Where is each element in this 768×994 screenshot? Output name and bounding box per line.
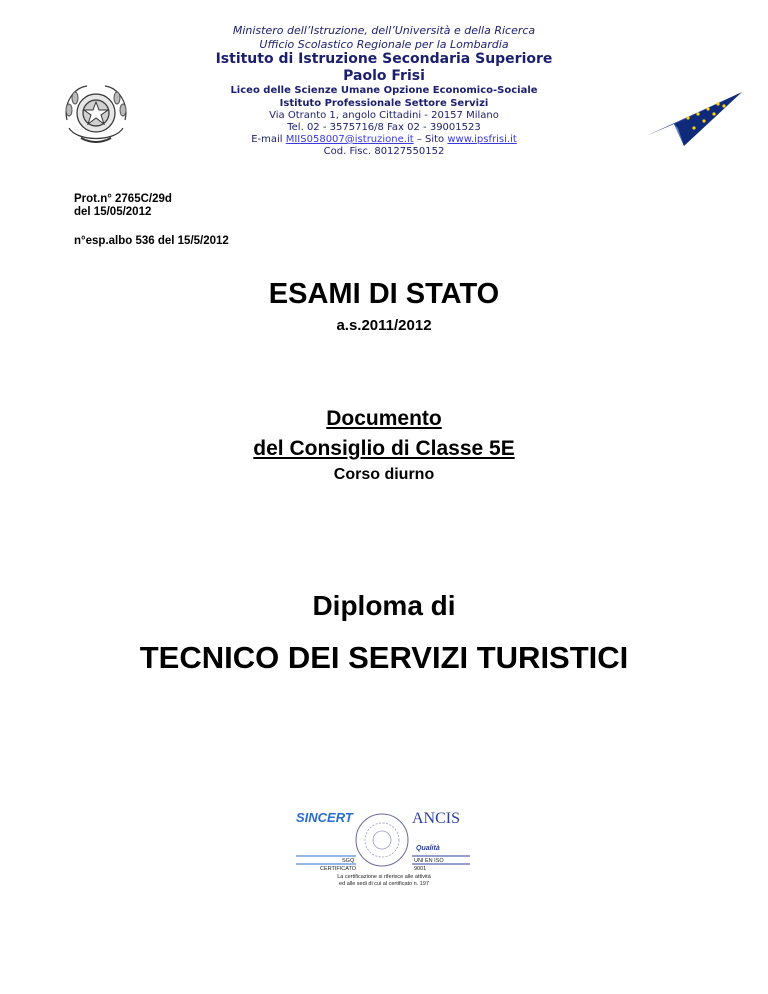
site-separator: – Sito: [413, 134, 448, 145]
office-line: Ufficio Scolastico Regionale per la Lombardia: [259, 38, 509, 51]
tax-code-line: Cod. Fisc. 80127550152: [323, 146, 445, 157]
email-link[interactable]: MIIS058007@istruzione.it: [285, 134, 414, 145]
cert-note-2: ed alle sedi di cui al certificato n. 197: [339, 881, 429, 887]
professional-line: Istituto Professionale Settore Servizi: [279, 98, 489, 109]
liceo-line: Liceo delle Scienze Umane Opzione Economico-Sociale: [230, 85, 538, 96]
eu-paper-plane-logo-icon: [644, 88, 744, 150]
italian-republic-emblem-icon: [57, 80, 135, 148]
institute-name: Istituto di Istruzione Secondaria Superiore: [215, 51, 553, 67]
email-prefix: E-mail: [251, 134, 286, 145]
exam-title: ESAMI DI STATO: [268, 278, 500, 310]
albo-number: n°esp.albo 536 del 15/5/2012: [74, 235, 229, 247]
school-year: a.s.2011/2012: [336, 317, 432, 334]
address-line: Via Otranto 1, angolo Cittadini - 20157 Milano: [269, 110, 499, 121]
ministry-line: Ministero dell’Istruzione, dell’Università e della Ricerca: [232, 24, 536, 37]
council-heading: del Consiglio di Classe 5E: [253, 437, 515, 460]
certificato-label: CERTIFICATO: [320, 866, 357, 872]
qualita-label: Qualità: [416, 845, 440, 852]
ancis-seal-icon: [356, 814, 408, 866]
website-link[interactable]: www.ipsfrisi.it: [447, 134, 517, 145]
iso-label: 9001: [414, 866, 427, 872]
document-heading: Documento: [326, 407, 442, 430]
course-label: Corso diurno: [333, 466, 435, 483]
certification-logo: [294, 808, 474, 898]
school-name: Paolo Frisi: [343, 68, 425, 84]
protocol-date: del 15/05/2012: [74, 206, 152, 218]
ancis-label: ANCIS: [412, 810, 461, 827]
sincert-label: SINCERT: [296, 810, 353, 825]
phone-line: Tel. 02 - 3575716/8 Fax 02 - 39001523: [287, 122, 481, 133]
protocol-number: Prot.n° 2765C/29d: [74, 193, 172, 205]
uni-label: UNI EN ISO: [414, 858, 444, 864]
qualification-title: TECNICO DEI SERVIZI TURISTICI: [139, 640, 629, 675]
sgq-label: SGQ: [342, 858, 355, 864]
cert-note-1: La certificazione si riferisce alle attività: [337, 874, 431, 880]
diploma-label: Diploma di: [312, 590, 456, 621]
